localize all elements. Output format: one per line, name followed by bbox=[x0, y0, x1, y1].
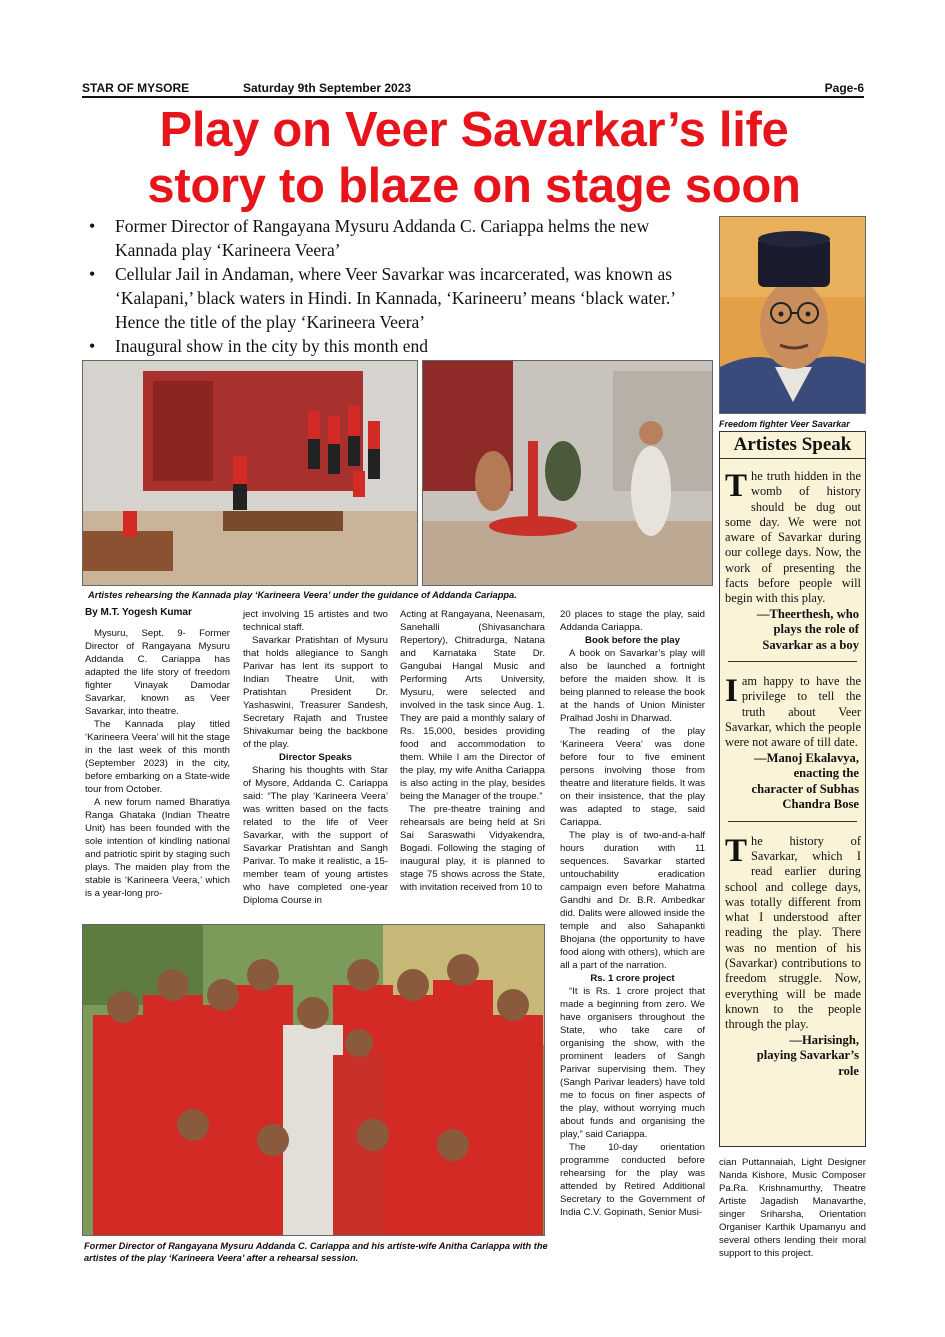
paragraph: The Kannada play titled ‘Karineera Veera’ will hit the stage in the last week of this month (September 2023) in the city, before embarking on a State-wide tour from October. bbox=[85, 719, 230, 795]
quote-text bbox=[720, 674, 865, 750]
quote-divider bbox=[728, 821, 857, 822]
group-scene bbox=[83, 925, 545, 1236]
bullet-item: • Inaugural show in the city by this month end bbox=[88, 334, 706, 358]
bullet-item: • Cellular Jail in Andaman, where Veer Savarkar was incarcerated, was known as ‘Kalapani,’ black waters in Hindi. In Kannada, ‘Karineeru’ means ‘black water.’ Hence the title of the play ‘Karineera Veera’ bbox=[88, 262, 706, 334]
artistes-speak-box bbox=[719, 431, 866, 1147]
paragraph: Mysuru, Sept. 9- Former Director of Rangayana Mysuru Addanda C. Cariappa has adapted the life story of freedom fighter Vinayak Damodar Savarkar, known as Veer Savarkar, into theatre. bbox=[85, 628, 230, 717]
headline bbox=[78, 102, 870, 214]
paper-name: STAR OF MYSORE bbox=[82, 81, 190, 95]
paragraph: Savarkar Pratishtan of Mysuru that holds allegiance to Sangh Parivar has lent its support to Indian Theatre Unit, with Pratishtan President Dr. Yashaswini, Treasurer Sandesh, Secretary Rajath and Trustee Shivakumar being the backbone of the play. bbox=[243, 635, 388, 750]
article-column-5 bbox=[719, 1156, 866, 1260]
rehearsal-scene-1 bbox=[83, 361, 418, 586]
drop-cap: I bbox=[725, 673, 738, 710]
headline-line-1: Play on Veer Savarkar’s life bbox=[159, 103, 789, 157]
rehearsal-photo-left bbox=[82, 360, 418, 586]
quote-attribution: —Harisingh, playing Savarkar’s role bbox=[756, 1032, 859, 1078]
article-column-4 bbox=[560, 608, 705, 1219]
rehearsal-caption: Artistes rehearsing the Kannada play ‘Karineera Veera’ under the guidance of Addanda Cariappa. bbox=[88, 590, 517, 600]
paragraph: ject involving 15 artistes and two technical staff. bbox=[243, 609, 388, 633]
paragraph: A book on Savarkar’s play will also be launched a fortnight before the maiden show. It is being planned to release the book at the hands of Union Minister Pralhad Joshi in Dharwad. bbox=[560, 648, 705, 724]
drop-cap: T bbox=[725, 468, 748, 504]
portrait-illustration bbox=[720, 217, 866, 414]
quote-body: am happy to have the privilege to tell the truth about Veer Savarkar, which the people were not aware of till date. bbox=[725, 674, 861, 750]
paragraph: 20 places to stage the play, said Addanda Cariappa. bbox=[560, 609, 705, 633]
paragraph: The reading of the play ‘Karineera Veera’ was done before four to five eminent persons involving those from theatre and literature fields. It was on their insistence, that the play was adapted to stage, said Cariappa. bbox=[560, 726, 705, 828]
quote-3 bbox=[720, 834, 865, 1079]
paragraph: Acting at Rangayana, Neenasam, Sanehalli (Shivasanchara Repertory), Chitradurga, Natana and Karnataka State Dr. Gangubai Hangal Music and Performing Arts University, Mysuru, were selected and involved in the task since Aug. 1. They are paid a monthly salary of Rs. 15,000, besides providing food and accommodation to them. While I am the Director of the play, my wife Anitha Cariappa is also acting in the play, besides being the Manager of the troupe.” bbox=[400, 609, 545, 802]
article-column-2 bbox=[243, 608, 388, 907]
paragraph: The play is of two-and-a-half hours duration with 11 sequences. Savarkar started untouchability eradication campaign even before Mahatma Gandhi and Dr. B.R. Ambedkar did. Dalits were allowed inside the temple and also Sahapankti Bhojana (the opportunity to have food along with others), which are all a part of the narration. bbox=[560, 830, 705, 971]
bullet-item: • Former Director of Rangayana Mysuru Addanda C. Cariappa helms the new Kannada play ‘Karineera Veera’ bbox=[88, 214, 706, 262]
quote-body: he truth hidden in the womb of history should be dug out some day. We were not aware of Savarkar during our college days. Now, the work of presenting the facts before people will begin with this play. bbox=[725, 469, 861, 606]
quote-attribution: —Theerthesh, who plays the role of Savarkar as a boy bbox=[756, 606, 859, 652]
subheading-book: Book before the play bbox=[585, 635, 680, 646]
paragraph: cian Puttannaiah, Light Designer Nanda Kishore, Music Composer Pa.Ra. Krishnamurthy, Theatre Artiste Jagadish Manavarthe, singer Sriharsha, Orientation Organiser Karthik Upamanyu and several others lending their moral support to this project. bbox=[719, 1157, 866, 1259]
article-column-1 bbox=[85, 606, 230, 900]
quote-text bbox=[720, 834, 865, 1033]
subheading-director-speaks: Director Speaks bbox=[278, 752, 353, 763]
subheading-crore-project: Rs. 1 crore project bbox=[590, 973, 675, 984]
byline: By M.T. Yogesh Kumar bbox=[85, 607, 192, 618]
article-column-3 bbox=[400, 608, 545, 894]
sidebar-title: Artistes Speak bbox=[720, 432, 865, 459]
quote-text bbox=[720, 469, 865, 607]
group-photo-caption: Former Director of Rangayana Mysuru Addanda C. Cariappa and his artiste-wife Anitha Cariappa with the artistes of the play ‘Karineera Veera’ after a rehearsal session. bbox=[84, 1241, 548, 1263]
summary-bullets bbox=[88, 214, 706, 358]
savarkar-portrait bbox=[719, 216, 866, 414]
drop-cap: T bbox=[725, 832, 748, 869]
quote-2 bbox=[720, 674, 865, 812]
quote-attribution: —Manoj Ekalavya, enacting the character of Subhas Chandra Bose bbox=[751, 750, 859, 812]
paragraph: “It is Rs. 1 crore project that made a beginning from zero. We have organisers throughout the State, who take care of organising the show, with the prominent leaders of Sangh Parivar supervising them. They (Sangh Parivar leaders) have told me to focus on finer aspects of the play, without worrying much about funds and organising the play,” said Cariappa. bbox=[560, 986, 705, 1140]
paragraph: A new forum named Bharatiya Ranga Ghataka (Indian Theatre Unit) has been founded with the sole intention of kindling national and patriotic spirit by staging such plays. The maiden play from the stable is ‘Karineera Veera,’ which is a year-long pro- bbox=[85, 797, 230, 899]
rehearsal-photo-right bbox=[422, 360, 713, 586]
headline-line-2: story to blaze on stage soon bbox=[147, 159, 801, 213]
rehearsal-scene-2 bbox=[423, 361, 713, 586]
masthead bbox=[82, 80, 864, 98]
group-photo bbox=[82, 924, 545, 1236]
paragraph: Sharing his thoughts with Star of Mysore, Addanda C. Cariappa said: “The play ‘Karineera Veera’ was written based on the facts related to the life of Veer Savarkar, with the support of Savarkar Pratishtan and Sangh Parivar. To make it realistic, a 15-member team of young artistes who have completed one-year Diploma Course in bbox=[243, 765, 388, 906]
quote-divider bbox=[728, 661, 857, 662]
portrait-caption: Freedom fighter Veer Savarkar bbox=[719, 419, 850, 429]
issue-date: Saturday 9th September 2023 bbox=[243, 81, 412, 95]
quote-body: he history of Savarkar, which I read earlier during school and college days, was totally different from what I understood after reading the play. There was no mention of his (Savarkar) contributions to freedom struggle. Now, everything will be made known to the people through the play. bbox=[725, 833, 861, 1032]
paragraph: The 10-day orientation programme conducted before rehearsing for the play was attended by Retired Additional Secretary to the Government of India C.V. Gopinath, Senior Musi- bbox=[560, 1142, 705, 1218]
page-number: Page-6 bbox=[824, 81, 864, 95]
paragraph: The pre-theatre training and rehearsals are being held at Sri Sai Saraswathi Vidyakendra, Bogadi. Following the staging of inaugural play, it is planned to stage 75 shows across the State, with invitation received from 10 to bbox=[400, 804, 545, 893]
quote-1 bbox=[720, 469, 865, 653]
